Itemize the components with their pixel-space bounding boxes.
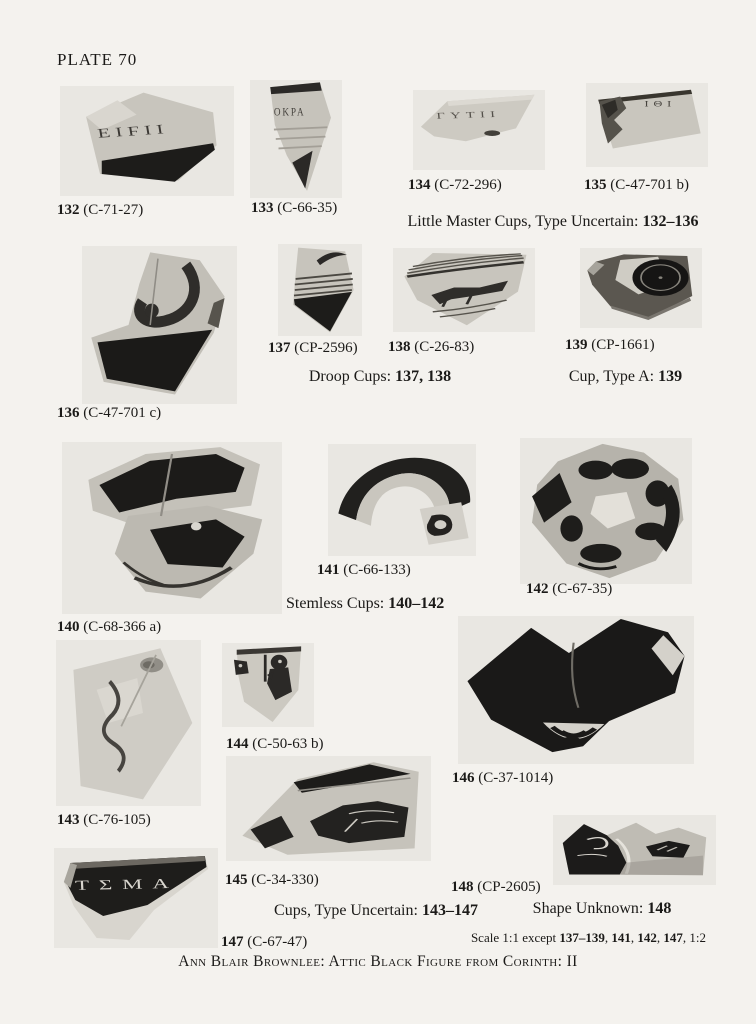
catalog-number: (C-68-366 a) — [83, 619, 162, 635]
figure-number: 134 — [408, 177, 431, 193]
section-text: Little Master Cups, Type Uncertain: — [407, 213, 643, 230]
sherd-photo-134 — [413, 90, 545, 170]
sherd-drawing-136 — [82, 246, 237, 404]
section-text: Shape Unknown: — [532, 900, 648, 917]
figure-number: 136 — [57, 405, 80, 421]
scale-sep: , — [604, 930, 612, 945]
sherd-drawing-132 — [60, 86, 234, 196]
sherd-drawing-140 — [62, 442, 282, 614]
plate-label: PLATE 70 — [57, 50, 138, 69]
figure-caption-147 — [221, 934, 307, 951]
catalog-number: (C-26-83) — [414, 339, 475, 355]
sherd-photo-142 — [520, 438, 692, 584]
catalog-number: (C-34-330) — [251, 872, 319, 888]
catalog-number: (C-66-133) — [343, 562, 411, 578]
figure-number: 138 — [388, 339, 411, 355]
figure-caption-143 — [57, 812, 151, 829]
section-figure-range: 132–136 — [642, 213, 699, 230]
sherd-photo-132 — [60, 86, 234, 196]
sherd-photo-135 — [586, 83, 708, 167]
section-figure-range: 148 — [647, 900, 672, 917]
section-label-shape-unknown — [528, 900, 676, 918]
figure-number: 135 — [584, 177, 607, 193]
painted-inscription-147: ΤΣΜΑ — [74, 876, 180, 894]
figure-number: 139 — [565, 337, 588, 353]
sherd-drawing-146 — [458, 616, 694, 764]
painted-inscription-135: ΙΘΙ — [644, 100, 677, 109]
catalog-number: (C-71-27) — [83, 202, 144, 218]
sherd-drawing-144 — [222, 643, 314, 727]
figure-caption-145 — [225, 872, 319, 889]
scale-suffix: , 1:2 — [682, 930, 706, 945]
figure-number: 145 — [225, 872, 248, 888]
figure-number: 142 — [526, 581, 549, 597]
section-label-droop-cups — [305, 368, 455, 386]
scale-note — [430, 930, 706, 946]
figure-caption-139 — [565, 337, 655, 354]
painted-inscription-133: ΟΚΡΑ — [273, 106, 306, 119]
sherd-photo-136 — [82, 246, 237, 404]
figure-caption-144 — [226, 736, 324, 753]
catalog-number: (C-76-105) — [83, 812, 151, 828]
figure-number: 143 — [57, 812, 80, 828]
section-text: Cup, Type A: — [568, 368, 659, 385]
catalog-number: (C-67-47) — [247, 934, 308, 950]
sherd-photo-139 — [580, 248, 702, 328]
sherd-drawing-142 — [520, 438, 692, 584]
scale-bold-range: 137–139 — [559, 930, 605, 945]
sherd-drawing-134 — [413, 90, 545, 170]
figure-caption-138 — [388, 339, 474, 356]
catalog-number: (CP-1661) — [591, 337, 655, 353]
section-figure-range: 139 — [658, 368, 683, 385]
figure-caption-132 — [57, 202, 143, 219]
sherd-drawing-145 — [226, 756, 431, 861]
catalog-number: (C-67-35) — [552, 581, 613, 597]
sherd-photo-140 — [62, 442, 282, 614]
catalog-number: (C-50-63 b) — [252, 736, 324, 752]
figure-number: 147 — [221, 934, 244, 950]
catalog-number: (CP-2596) — [294, 340, 358, 356]
section-label-stemless-cups — [286, 595, 445, 613]
catalog-number: (C-47-701 b) — [610, 177, 689, 193]
figure-caption-135 — [584, 177, 689, 194]
catalog-number: (C-72-296) — [434, 177, 502, 193]
figure-caption-148 — [451, 879, 541, 896]
figure-caption-136 — [57, 405, 161, 422]
sherd-photo-143 — [56, 640, 201, 806]
figure-caption-140 — [57, 619, 161, 636]
scale-sep: , — [656, 930, 664, 945]
scale-bold-num: 147 — [663, 930, 683, 945]
sherd-drawing-139 — [580, 248, 702, 328]
sherd-photo-141 — [328, 444, 476, 556]
section-label-cups-type-uncertain — [272, 902, 480, 920]
section-text: Stemless Cups: — [286, 595, 389, 612]
sherd-drawing-147 — [54, 848, 218, 948]
figure-caption-142 — [526, 581, 612, 598]
section-label-little-master — [398, 213, 708, 231]
sherd-photo-145 — [226, 756, 431, 861]
sherd-drawing-133 — [250, 80, 342, 198]
catalog-number: (C-37-1014) — [478, 770, 554, 786]
section-label-cup-type-a — [553, 368, 698, 386]
figure-caption-137 — [268, 340, 358, 357]
section-figure-range: 143–147 — [421, 902, 478, 919]
scale-bold-num: 141 — [611, 930, 631, 945]
sherd-drawing-148 — [553, 815, 716, 885]
figure-caption-141 — [317, 562, 411, 579]
figure-number: 132 — [57, 202, 80, 218]
scale-text: Scale 1:1 except — [470, 930, 560, 945]
section-text: Droop Cups: — [308, 368, 396, 385]
sherd-photo-138 — [393, 248, 535, 332]
sherd-photo-146 — [458, 616, 694, 764]
sherd-drawing-137 — [278, 244, 362, 336]
sherd-drawing-138 — [393, 248, 535, 332]
painted-inscription-132: ΕΙϜΙΙ — [96, 120, 170, 141]
footer-author-line: Ann Blair Brownlee: Attic Black Figure from Corinth: II — [178, 953, 578, 970]
section-figure-range: 137, 138 — [395, 368, 452, 385]
section-text: Cups, Type Uncertain: — [274, 902, 422, 919]
catalog-number: (C-47-701 c) — [83, 405, 162, 421]
figure-number: 148 — [451, 879, 474, 895]
sherd-photo-148 — [553, 815, 716, 885]
figure-caption-146 — [452, 770, 553, 787]
sherd-drawing-143 — [56, 640, 201, 806]
figure-number: 133 — [251, 200, 274, 216]
sherd-photo-137 — [278, 244, 362, 336]
catalog-number: (CP-2605) — [477, 879, 541, 895]
sherd-drawing-135 — [586, 83, 708, 167]
catalog-number: (C-66-35) — [277, 200, 338, 216]
sherd-photo-144 — [222, 643, 314, 727]
sherd-photo-147 — [54, 848, 218, 948]
figure-caption-133 — [251, 200, 337, 217]
section-figure-range: 140–142 — [388, 595, 445, 612]
figure-number: 144 — [226, 736, 249, 752]
sherd-drawing-141 — [328, 444, 476, 556]
figure-number: 146 — [452, 770, 475, 786]
scale-bold-num: 142 — [637, 930, 657, 945]
figure-number: 141 — [317, 562, 340, 578]
painted-inscription-134: ΓΥΤΙΙ — [436, 108, 501, 121]
scale-sep: , — [630, 930, 638, 945]
figure-number: 137 — [268, 340, 291, 356]
sherd-photo-133 — [250, 80, 342, 198]
figure-caption-134 — [408, 177, 502, 194]
figure-number: 140 — [57, 619, 80, 635]
